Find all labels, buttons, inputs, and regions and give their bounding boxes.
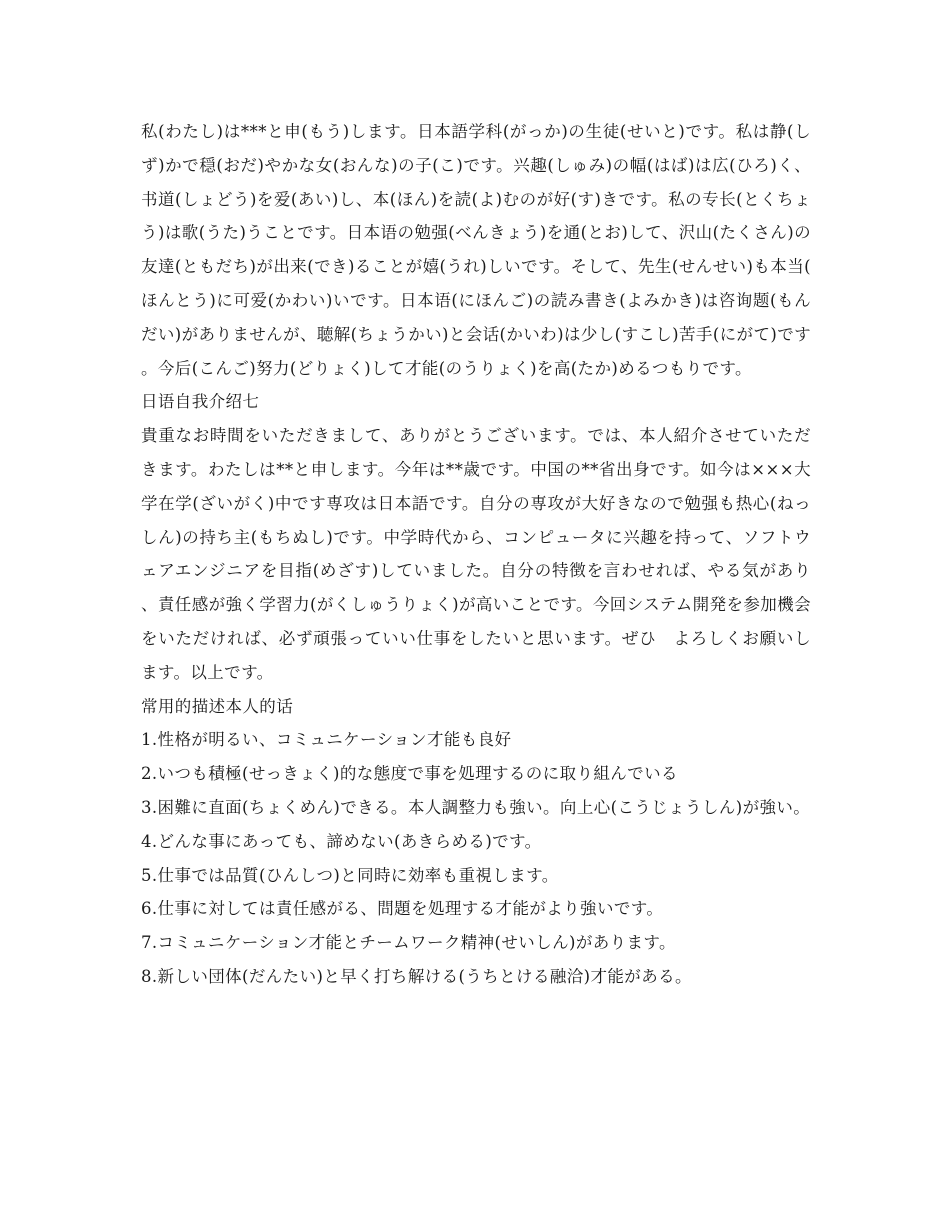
- phrase-item: 7.コミュニケーション才能とチームワーク精神(せいしん)があります。: [141, 933, 676, 953]
- intro-paragraph: 私(わたし)は***と申(もう)します。日本語学科(がっか)の生徒(せいと)です。私は静(しず)かで穏(おだ)やかな女(おんな)の子(こ)です。兴趣(しゅみ)の幅(はば)は広(ひろ)く、书道(しょどう)を爱(あい)し、本(ほん)を読(よ)むのが好(す)きです。私の专长(とくちょう)は歌(うた)うことです。日本语の勉强(べんきょう)を通(とお)して、沢山(たくさん)の友達(ともだち)が出来(でき)ることが嬉(うれ)しいです。そして、先生(せんせい)も本当(ほんとう)に可爱(かわい)いです。日本语(にほんご)の読み書き(よみかき)は咨询题(もんだい)がありませんが、聴解(ちょうかい)と会话(かいわ)は少し(すこし)苦手(にがて)です。今后(こんご)努力(どりょく)して才能(のうりょく)を高(たか)めるつもりです。: [141, 122, 811, 378]
- phrase-item: 5.仕事では品質(ひんしつ)と同時に効率も重視します。: [141, 865, 559, 885]
- phrase-item: 6.仕事に対しては責任感がる、問題を処理する才能がより強いです。: [141, 899, 664, 919]
- phrase-item: 4.どんな事にあっても、諦めない(あきらめる)です。: [141, 831, 542, 851]
- phrases-heading: 常用的描述本人的话: [141, 696, 294, 716]
- section7-paragraph: 貴重なお時間をいただきまして、ありがとうございます。では、本人紹介させていただきます。わたしは**と申します。今年は**歳です。中国の**省出身です。如今は×××大学在学(ざいがく)中です専攻は日本語です。自分の専攻が大好きなので勉强も热心(ねっしん)の持ち主(もちぬし)です。中学時代から、コンピュータに兴趣を持って、ソフトウェアエンジニアを目指(めざす)していました。自分の特徴を言わせれば、やる気があり、責任感が強く学習力(がくしゅうりょく)が高いことです。今回システム開発を参加機会をいただければ、必ず頑張っていい仕事をしたいと思います。ぜひ よろしくお願いします。以上です。: [141, 426, 811, 682]
- phrase-item: 1.性格が明るい、コミュニケーション才能も良好: [141, 730, 512, 750]
- phrase-item: 3.困難に直面(ちょくめん)できる。本人調整力も強い。向上心(こうじょうしん)が強い。: [141, 797, 811, 817]
- phrases-list: [141, 723, 811, 993]
- phrase-item: 2.いつも積極(せっきょく)的な態度で事を処理するのに取り組んでいる: [141, 764, 678, 784]
- document-page: [141, 115, 811, 994]
- phrase-item: 8.新しい団体(だんたい)と早く打ち解ける(うちとける融洽)才能がある。: [141, 966, 692, 986]
- section7-heading: 日语自我介绍七: [141, 392, 260, 412]
